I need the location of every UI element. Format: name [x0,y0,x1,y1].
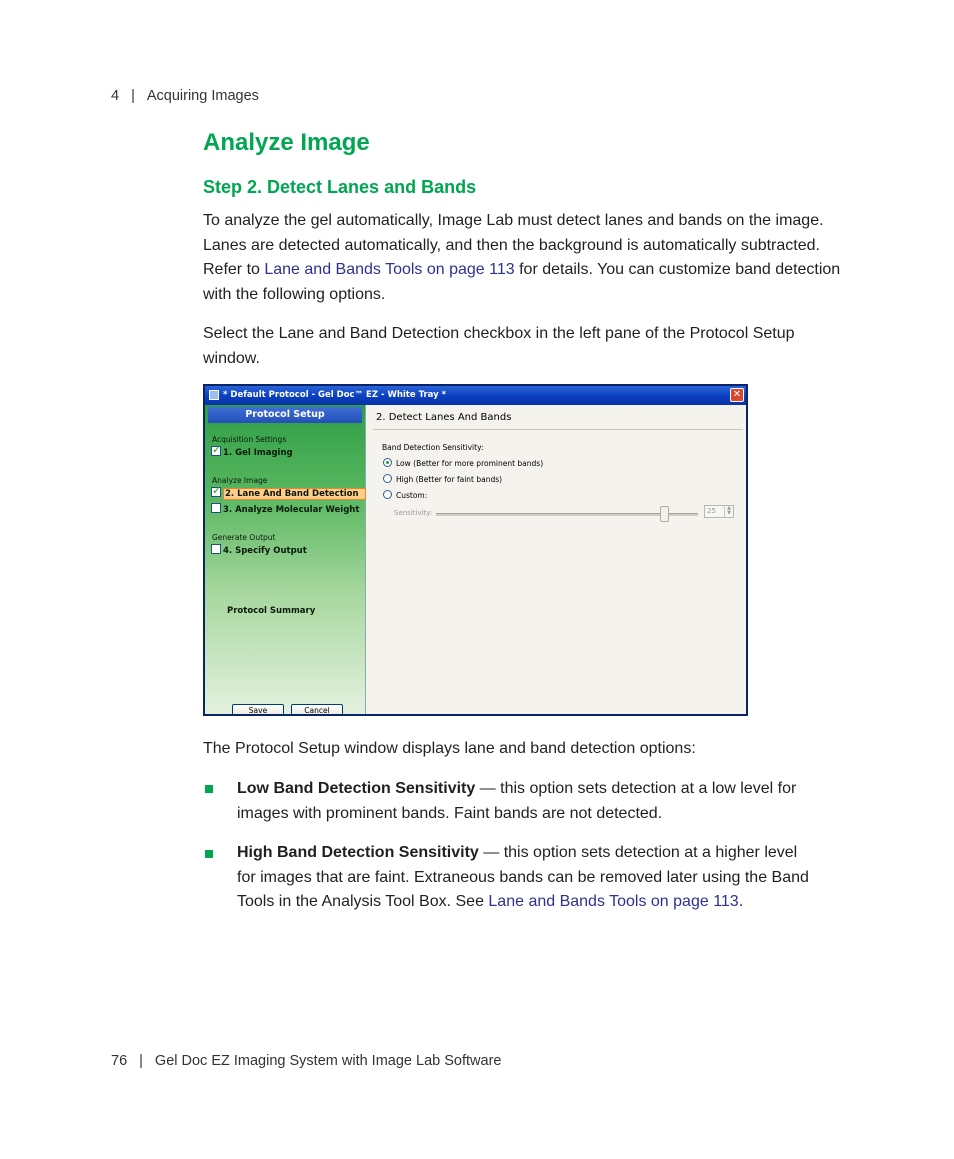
header-section: Acquiring Images [146,88,259,104]
protocol-summary-link[interactable]: Protocol Summary [227,606,316,616]
intro-paragraph [203,209,843,307]
lane-band-detection-label: 2. Lane And Band Detection [223,488,366,500]
protocol-setup-header: Protocol Setup [208,407,362,423]
section-heading: Analyze Image [203,129,370,156]
group-acquisition-settings: Acquisition Settings [212,435,287,444]
cancel-button[interactable]: Cancel [291,704,343,716]
detect-lanes-pane [366,405,746,714]
sensitivity-spinbox[interactable] [704,505,734,518]
step-heading: Step 2. Detect Lanes and Bands [203,177,477,197]
running-header [111,88,259,104]
group-analyze-image: Analyze Image [212,476,268,485]
lane-bands-tools-link[interactable]: Lane and Bands Tools on page 113 [264,261,515,278]
bullet-high-text: — this option sets detection at a higher level for images that are faint. Extraneous bands can be removed later using the Band Tools in the Analysis Tool Box. See [237,844,809,910]
header-separator: | [131,88,135,104]
running-footer [111,1053,501,1069]
gel-imaging-checkbox[interactable] [211,443,222,456]
radio-low-label: Low (Better for more prominent bands) [396,459,544,468]
bullet-low-text: — this option sets detection at a low level for images with prominent bands. Faint bands are not detected. [237,780,797,822]
sensitivity-heading: Band Detection Sensitivity: [382,443,484,452]
app-icon [209,390,219,400]
bullet-high-end: . [738,893,744,910]
pane-title: 2. Detect Lanes And Bands [376,412,512,423]
radio-high-button[interactable] [383,474,392,483]
footer-title: Gel Doc EZ Imaging System with Image Lab Software [154,1053,502,1069]
bullet-high-term: High Band Detection Sensitivity [237,844,479,861]
gel-imaging-label: 1. Gel Imaging [223,448,293,458]
spinner-arrows-icon[interactable]: ▲ ▼ [724,506,733,517]
specify-output-label: 4. Specify Output [223,546,307,556]
group-generate-output: Generate Output [212,533,276,542]
bullet-low-sensitivity [237,777,812,826]
radio-custom-sensitivity[interactable] [383,490,427,500]
footer-page-number: 76 [111,1053,128,1069]
bullet-square-icon [205,785,213,793]
bullet-square-icon [205,850,213,858]
bullet-high-sensitivity [237,841,812,915]
protocol-steps-pane [205,405,366,714]
intro-text: To analyze the gel automatically, Image Lab must detect lanes and bands on the image. Lanes are detected automatically, and then the background is automatically subtracted. Refer to [203,212,824,278]
sensitivity-slider-track[interactable] [436,513,698,516]
window-title: * Default Protocol - Gel Doc™ EZ - White Tray * [223,390,447,400]
options-intro-paragraph: The Protocol Setup window displays lane and band detection options: [203,740,696,757]
close-button[interactable] [730,388,744,402]
pane-divider [373,429,743,430]
step-specify-output[interactable] [211,544,307,556]
radio-high-sensitivity[interactable] [383,474,502,484]
step-gel-imaging[interactable] [211,443,293,458]
window-titlebar [205,386,746,405]
molecular-weight-checkbox[interactable] [211,503,221,513]
protocol-setup-window [203,384,748,716]
specify-output-checkbox[interactable] [211,544,221,554]
checkmark-icon: ✓ [212,484,222,497]
sensitivity-value: 25 [707,507,716,515]
close-icon: ✕ [732,389,742,400]
checkmark-icon: ✓ [212,443,222,456]
step-lane-band-detection[interactable] [211,484,366,499]
bullet-low-term: Low Band Detection Sensitivity [237,780,476,797]
molecular-weight-label: 3. Analyze Molecular Weight [223,505,360,515]
lane-band-detection-checkbox[interactable] [211,484,222,497]
header-page-number: 4 [111,88,120,104]
intro-text-end: for details. You can customize band detection with the following options. [203,261,841,303]
save-button[interactable]: Save [232,704,284,716]
instruction-paragraph: Select the Lane and Band Detection checkbox in the left pane of the Protocol Setup window. [203,325,795,367]
radio-low-button[interactable] [383,458,392,467]
sensitivity-slider-thumb[interactable] [660,506,669,522]
radio-custom-button[interactable] [383,490,392,499]
sensitivity-label: Sensitivity: [394,509,433,517]
radio-low-sensitivity[interactable] [383,458,543,468]
radio-custom-label: Custom: [396,491,428,500]
radio-high-label: High (Better for faint bands) [396,475,503,484]
step-analyze-molecular-weight[interactable] [211,503,359,515]
lane-bands-tools-link-2[interactable]: Lane and Bands Tools on page 113 [488,893,739,910]
footer-separator: | [139,1053,143,1069]
